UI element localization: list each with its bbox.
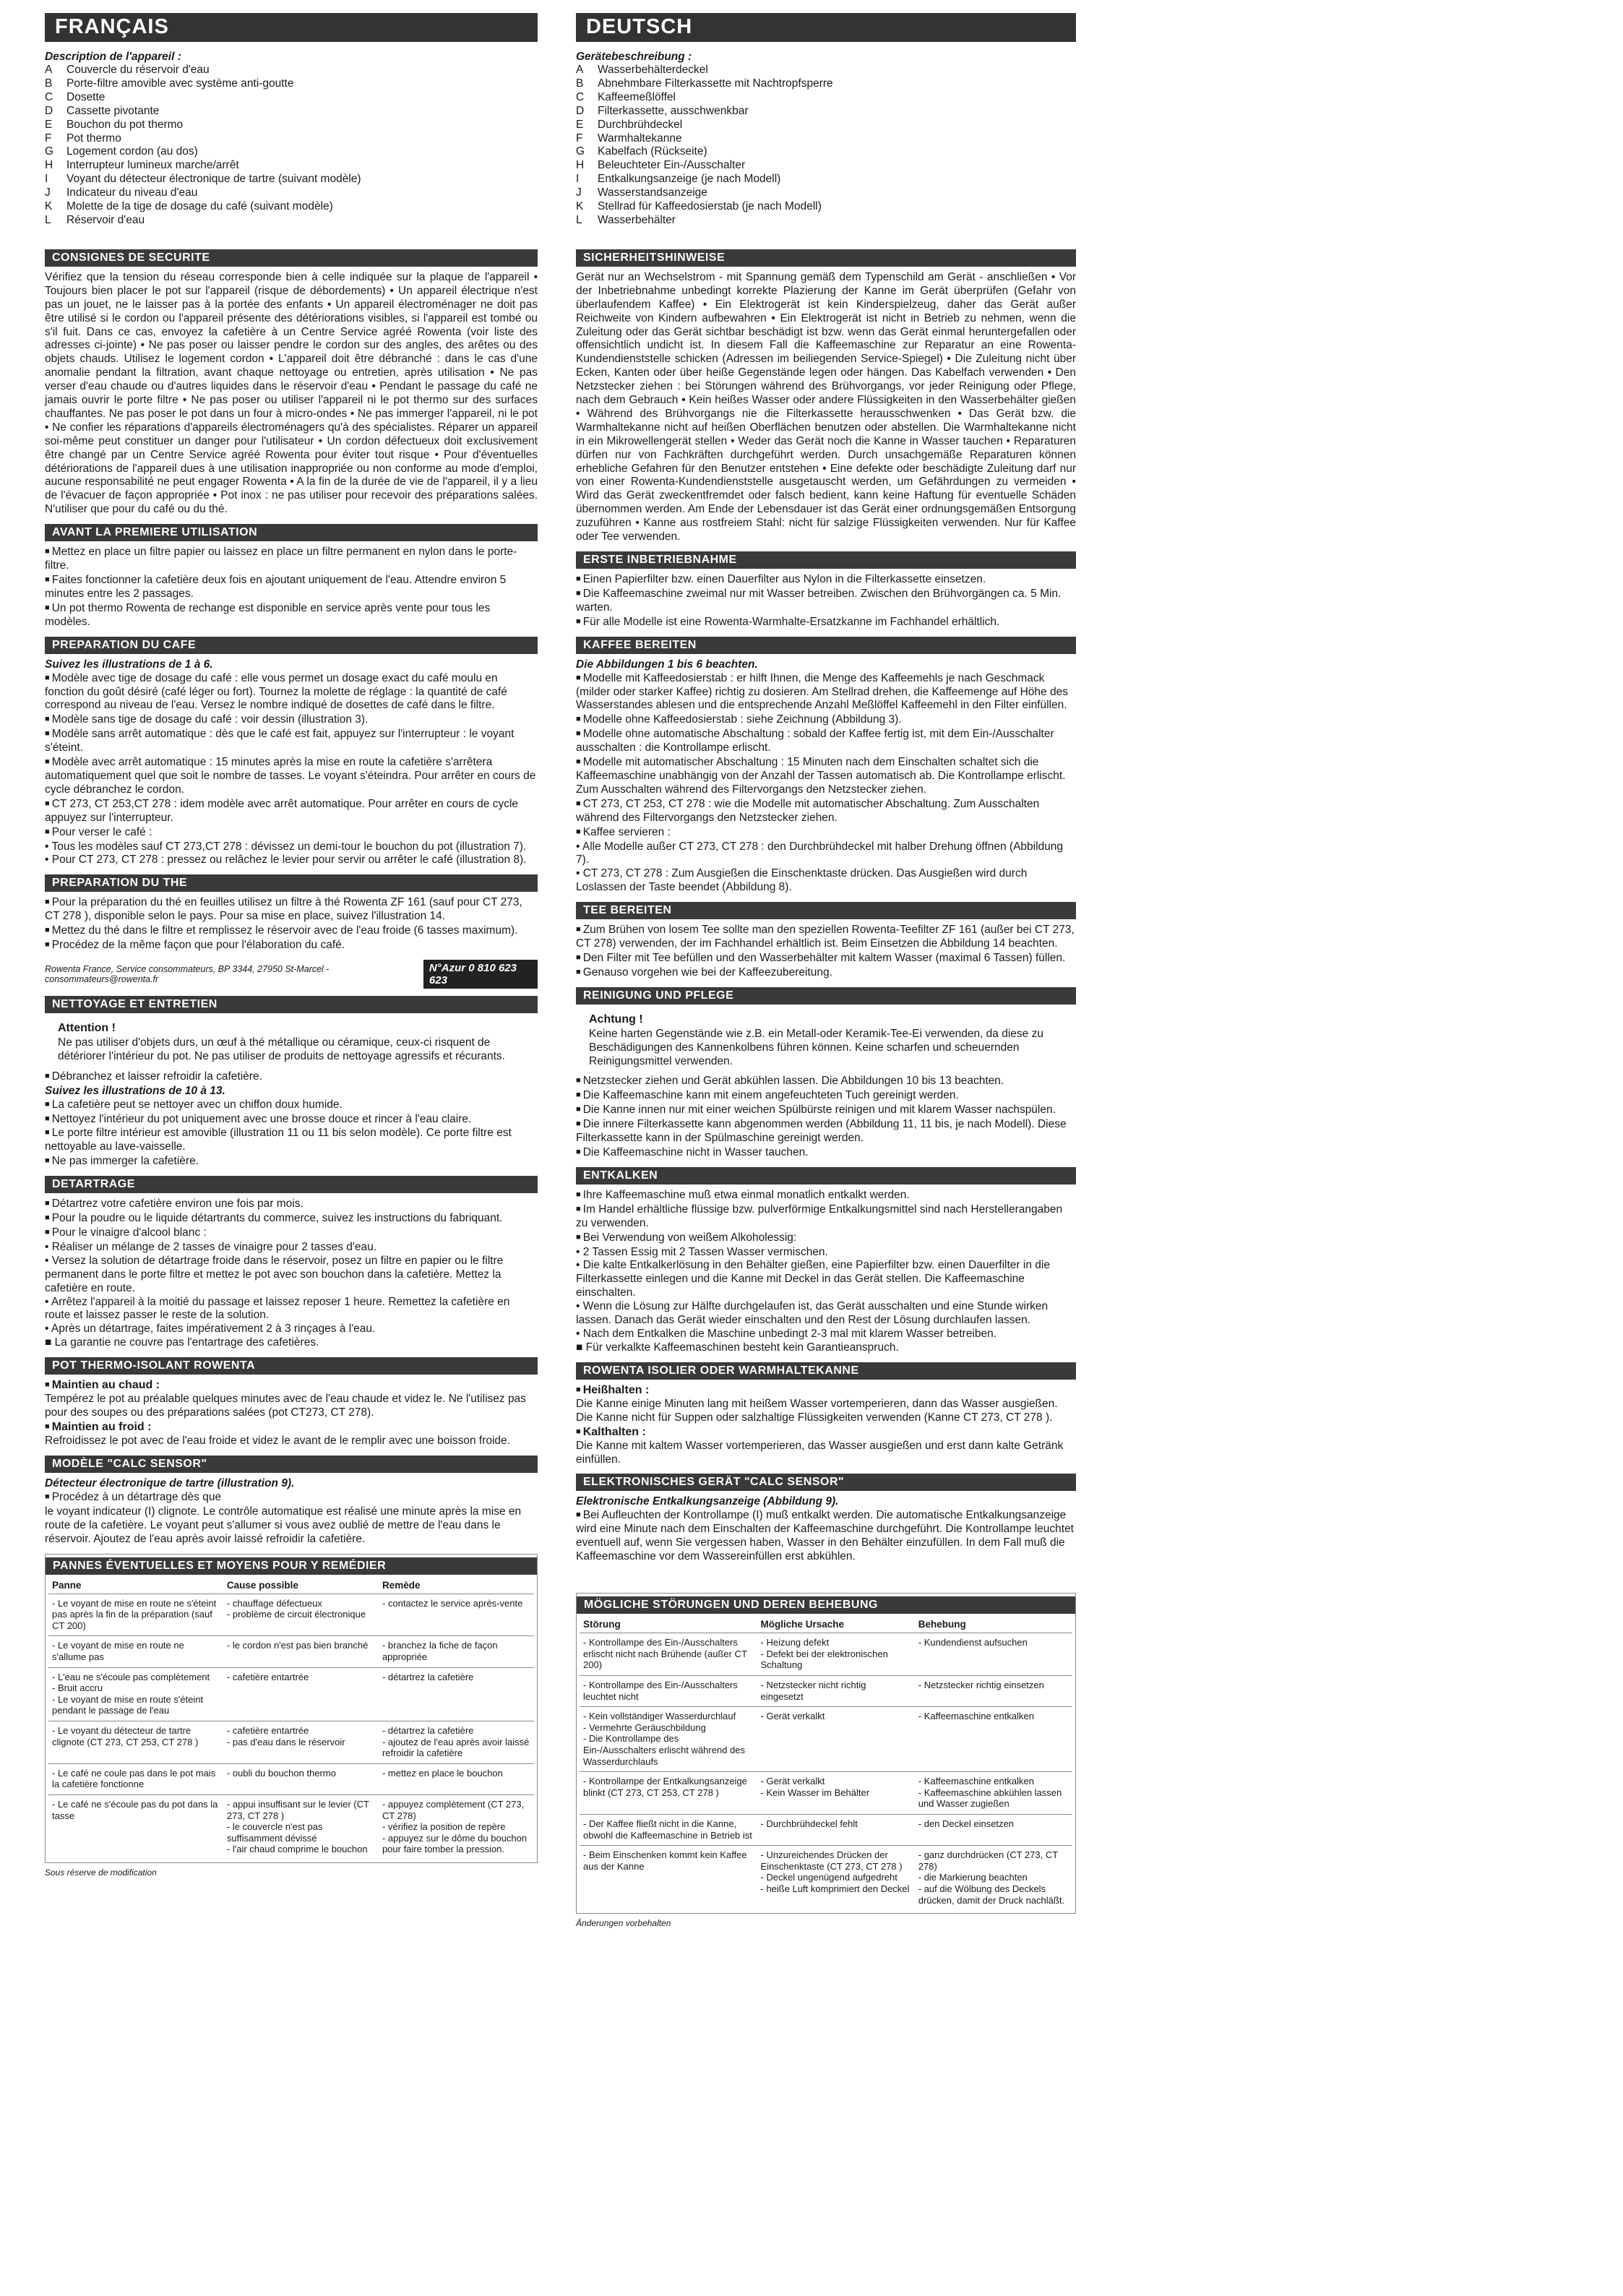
language-title: FRANÇAIS	[45, 13, 538, 42]
bullet-item: ■ Zum Brühen von losem Tee sollte man den speziellen Rowenta-Teefilter ZF 161 (außer bei CT 273, CT 278) verwenden, der im Fachhandel erhältlich ist. Beim Einsetzen die Abbildung 14 beachten.	[576, 924, 1076, 951]
part-label: Réservoir d'eau	[66, 213, 145, 226]
section-title: PANNES ÉVENTUELLES ET MOYENS POUR Y REMÉDIER	[46, 1557, 537, 1575]
part-letter: I	[576, 173, 580, 186]
section-title: MÖGLICHE STÖRUNGEN UND DEREN BEHEBUNG	[577, 1596, 1075, 1614]
table-cell: - den Deckel einsetzen	[915, 1814, 1072, 1845]
table-row	[580, 1772, 1072, 1815]
bullet-list	[576, 1075, 1076, 1088]
part-label: Cassette pivotante	[66, 104, 160, 117]
bullet-item: ■ Procédez à un détartrage dès que	[45, 1491, 538, 1505]
part-label: Kaffeemeßlöffel	[598, 90, 676, 103]
bullet-item: ■ Die innere Filterkassette kann abgenommen werden (Abbildung 11, 11 bis, je nach Modell). Diese Filterkassette kann in der Spülmaschine gereinigt werden.	[576, 1118, 1076, 1145]
table-cell: - appui insuffisant sur le levier (CT 273, CT 278 ) - le couvercle n'est pas suffisamment dévissé - l'air chaud comprime le bouchon	[223, 1795, 379, 1859]
table-cell: - cafetière entartrée	[223, 1667, 379, 1721]
table-cell: - détartrez la cafetière	[379, 1667, 534, 1721]
part-letter: D	[576, 104, 585, 117]
section-title: ENTKALKEN	[576, 1167, 1076, 1184]
table-cell: - Beim Einschenken kommt kein Kaffee aus der Kanne	[580, 1846, 757, 1910]
section-title: POT THERMO-ISOLANT ROWENTA	[45, 1357, 538, 1375]
part-item	[576, 159, 1076, 173]
table-cell: - branchez la fiche de façon appropriée	[379, 1636, 534, 1667]
attention-box	[576, 1009, 1076, 1075]
table-cell: - Unzureichendes Drücken der Einschenktaste (CT 273, CT 278 ) - Deckel ungenügend aufgedreht - heiße Luft komprimiert den Deckel	[757, 1846, 915, 1910]
bullet-list	[45, 1070, 538, 1084]
part-letter: B	[45, 77, 53, 90]
attention-heading: Achtung !	[589, 1012, 643, 1026]
part-letter: F	[45, 132, 52, 145]
part-letter: K	[45, 200, 53, 213]
parts-list	[576, 64, 1076, 228]
paragraph: Refroidissez le pot avec de l'eau froide et videz le avant de le remplir avec une boisson froide.	[45, 1434, 510, 1447]
table-cell: - Kundendienst aufsuchen	[915, 1633, 1072, 1676]
bullet-list	[576, 1089, 1076, 1160]
attention-text: Keine harten Gegenstände wie z.B. ein Metall-oder Keramik-Tee-Ei verwenden, da diese zu Beschädigungen des Kannenkolbens führen können. Keine scharfen und scheuernden Reinigungsmittel verwenden.	[589, 1027, 1043, 1067]
section-title: DETARTRAGE	[45, 1176, 538, 1193]
part-letter: D	[45, 104, 53, 117]
section-title: MODÈLE "CALC SENSOR"	[45, 1456, 538, 1473]
list-line: • Nach dem Entkalken die Maschine unbedingt 2-3 mal mit klarem Wasser betreiben.	[576, 1327, 997, 1340]
list-line: ■ Für verkalkte Kaffeemaschinen besteht kein Garantieanspruch.	[576, 1341, 899, 1354]
list-line: • 2 Tassen Essig mit 2 Tassen Wasser vermischen.	[576, 1245, 828, 1258]
part-item	[45, 132, 538, 146]
part-label: Dosette	[66, 90, 106, 103]
column-header: Cause possible	[226, 1579, 298, 1591]
part-letter: A	[45, 64, 53, 76]
troubleshooting-table	[576, 1593, 1076, 1914]
footnote: Änderungen vorbehalten	[576, 1918, 671, 1929]
list-line: • CT 273, CT 278 : Zum Ausgießen die Einschenktaste drücken. Das Ausgießen wird durch Loslassen der Taste beendet (Abbildung 8).	[576, 867, 1028, 894]
part-label: Interrupteur lumineux marche/arrêt	[66, 159, 239, 172]
bullet-item: ■ Die Kaffeemaschine kann mit einem angefeuchteten Tuch gereinigt werden.	[576, 1089, 1076, 1103]
table-cell: - Kontrollampe des Ein-/Ausschalters erlischt nicht nach Brühende (außer CT 200)	[580, 1633, 757, 1676]
part-label: Abnehmbare Filterkassette mit Nachtropfsperre	[598, 77, 833, 90]
column-header: Behebung	[918, 1619, 966, 1630]
contact-info	[45, 960, 538, 989]
bullet-item: ■ Faites fonctionner la cafetière deux fois en ajoutant uniquement de l'eau. Attendre environ 5 minutes entre les 2 passages.	[45, 574, 538, 601]
bullet-item: ■ Bei Verwendung von weißem Alkoholessig:	[576, 1231, 1076, 1245]
bullet-list	[45, 896, 538, 953]
list-line: • Tous les modèles sauf CT 273,CT 278 : dévissez un demi-tour le bouchon du pot (illustration 7).	[45, 840, 527, 853]
bullet-item: ■ CT 273, CT 253, CT 278 : wie die Modelle mit automatischer Abschaltung. Zum Ausschalten während des Filtervorgangs den Netzstecker ziehen.	[576, 798, 1076, 825]
bullet-heading: ■ Maintien au chaud :	[45, 1379, 538, 1392]
part-item	[576, 145, 1076, 159]
subheading: Die Abbildungen 1 bis 6 beachten.	[576, 658, 758, 671]
phone-number: N°Azur 0 810 623 623	[423, 960, 538, 989]
table-cell: - Netzstecker richtig einsetzen	[915, 1676, 1072, 1707]
part-label: Wasserstandsanzeige	[598, 186, 707, 199]
part-item	[45, 145, 538, 159]
table-cell: - contactez le service après-vente	[379, 1594, 534, 1636]
section-title: KAFFEE BEREITEN	[576, 637, 1076, 654]
bullet-item: ■ Pour le vinaigre d'alcool blanc :	[45, 1226, 538, 1240]
bullet-item: ■ Pour verser le café :	[45, 826, 538, 840]
table-cell: - Le café ne coule pas dans le pot mais la cafetière fonctionne	[48, 1763, 223, 1794]
table-cell: - Gerät verkalkt - Kein Wasser im Behälter	[757, 1772, 915, 1815]
bullet-item: ■ Netzstecker ziehen und Gerät abkühlen lassen. Die Abbildungen 10 bis 13 beachten.	[576, 1075, 1076, 1088]
part-label: Wasserbehälterdeckel	[598, 64, 708, 76]
table-cell: - Le café ne s'écoule pas du pot dans la tasse	[48, 1795, 223, 1859]
part-label: Logement cordon (au dos)	[66, 145, 198, 158]
bullet-list	[576, 1509, 1076, 1564]
bullet-item: ■ Détartrez votre cafetière environ une fois par mois.	[45, 1198, 538, 1211]
part-label: Voyant du détecteur électronique de tartre (suivant modèle)	[66, 173, 361, 186]
table-cell: - Le voyant de mise en route ne s'allume pas	[48, 1636, 223, 1667]
list-line: ■ La garantie ne couvre pas l'entartrage des cafetières.	[45, 1336, 319, 1349]
part-item	[576, 200, 1076, 214]
german-column	[576, 13, 1076, 1928]
paragraph: Tempérez le pot au préalable quelques minutes avec de l'eau chaude et videz le. Ne l'utilisez pas pour des soupes ou des préparations salées (pot CT273, CT 278).	[45, 1393, 526, 1419]
bullet-item: ■ Modèle sans arrêt automatique : dès que le café est fait, appuyez sur l'interrupteur : le voyant s'éteint.	[45, 728, 538, 755]
contact-address: Rowenta France, Service consommateurs, BP 3344, 27950 St-Marcel - consommateurs@rowenta.fr	[45, 963, 330, 984]
bullet-item: ■ Débranchez et laisser refroidir la cafetière.	[45, 1070, 538, 1084]
bullet-list	[45, 1491, 538, 1505]
safety-text: Gerät nur an Wechselstrom - mit Spannung gemäß dem Typenschild am Gerät - anschließen • Vor der Inbetriebnahme unbedingt korrekte Plazierung der Kanne im Gerät überprüfen (Gefahr von überlaufendem Kaffee) • Ein Elektrogerät ist kein Kinderspielzeug, daher das Gerät außer Reichweite von Kindern aufbewahren • Ein Elektrogerät ist nicht in Betrieb zu nehmen, wenn die Zuleitung oder das Gerät sichtbar beschädigt ist bzw. wenn das Gerät einmal heruntergefallen oder offensichtlich undicht ist. In diesem Fall die Kaffeemaschine zur Reparatur an eine Rowenta-Kundendienststelle schicken (Adressen im beiliegenden Service-Spiegel) • Die Zuleitung nicht über Ecken, Kanten oder über heiße Gegenstände legen oder hängen. Das Kabelfach verwenden • Den Netzstecker ziehen : bei Störungen während des Brühvorgangs, vor jeder Reinigung oder Pflege, nach dem Gebrauch • Kein heißes Wasser oder andere Flüssigkeiten in den Wasserbehälter gießen • Während des Brühvorgangs nie die Filterkassette herausschwenken • Das Gerät bzw. die Warmhaltekanne nicht auf heißen Oberflächen benutzen oder abstellen. Die Warmhaltekanne nicht in ein Mikrowellengerät stellen • Weder das Gerät noch die Kanne in Wasser tauchen • Reparaturen dürfen nur von Fachkräften durchgeführt werden. Durch unsachgemäße Reparaturen können erhebliche Gefahren für den Benutzer entstehen • Eine defekte oder beschädigte Zuleitung darf nur von einer Rowenta-Kundendienststelle ausgetauscht werden, um Gefährdungen zu vermeiden • Wird das Gerät zweckentfremdet oder falsch bedient, kann keine Haftung für eventuelle Schäden übernommen werden. Am Ende der Lebensdauer ist das Gerät einer ordnungsgemäßen Entsorgung zuzuführen • Kanne aus rostfreiem Stahl: nicht für salzige Flüssigkeiten verwenden. Nur für Kaffee oder Tee verwenden.	[576, 270, 1076, 543]
bullet-list	[576, 672, 1076, 840]
bullet-item: ■ Einen Papierfilter bzw. einen Dauerfilter aus Nylon in die Filterkassette einsetzen.	[576, 573, 1076, 587]
attention-text: Ne pas utiliser d'objets durs, un œuf à thé métallique ou céramique, ceux-ci risquent de détériorer l'intérieur du pot. Ne pas utiliser de produits de nettoyage agressifs et récurants.	[58, 1036, 505, 1062]
table-row	[48, 1721, 534, 1764]
part-letter: E	[45, 118, 53, 131]
bullet-item: ■ Modèle avec arrêt automatique : 15 minutes après la mise en route la cafetière s'arrêtera automatiquement quel que soit le nombre de tasses. Le voyant s'éteindra. Pour arrêter en cours de cycle débranchez le cordon.	[45, 756, 538, 797]
list-line: • Alle Modelle außer CT 273, CT 278 : den Durchbrühdeckel mit halber Drehung öffnen (Abbildung 7).	[576, 840, 1064, 867]
table-row	[48, 1667, 534, 1721]
dot-list	[45, 840, 538, 868]
table-cell: - ganz durchdrücken (CT 273, CT 278) - die Markierung beachten - auf die Wölbung des Deckels drücken, damit der Druck nachläßt.	[915, 1846, 1072, 1910]
part-item	[45, 91, 538, 105]
column-header: Panne	[52, 1579, 82, 1591]
part-item	[45, 159, 538, 173]
bullet-item: ■ Die Kaffeemaschine nicht in Wasser tauchen.	[576, 1146, 1076, 1160]
bullet-item: ■ Für alle Modelle ist eine Rowenta-Warmhalte-Ersatzkanne im Fachhandel erhältlich.	[576, 616, 1076, 629]
bullet-item: ■ Mettez du thé dans le filtre et remplissez le réservoir avec de l'eau froide (6 tasses maximum).	[45, 924, 538, 938]
safety-text: Vérifiez que la tension du réseau corresponde bien à celle indiquée sur la plaque de l'appareil • Toujours bien placer le pot sur l'appareil (risque de débordements) • Un appareil électrique n'est pas un jouet, ne le laisser pas à la portée des enfants • Un appareil électroménager ne doit pas être utilisé si le cordon ou l'appareil présente des détériorations visibles, si l'appareil est tombé ou s'il fuit. Dans ce cas, envoyez la cafetière à un Centre Service agréé Rowenta (voir liste des adresses ci-jointe) • Ne pas poser ou laisser pendre le cordon sur des angles, des arêtes ou des objets chauds. Utilisez le logement cordon • L'appareil doit être débranché : dans le cas d'une anomalie pendant la filtration, avant chaque nettoyage ou entretien, après utilisation • Ne pas verser d'eau chaude ou d'autres liquides dans le réservoir d'eau • Pendant le passage du café ne jamais ouvrir le porte filtre • Ne pas poser ou utiliser l'appareil ni le pot thermo sur des surfaces chauffantes. Ne pas poser le pot dans un four à micro-ondes • Ne pas immerger l'appareil, ni le pot • Ne confier les réparations d'appareils électroménagers qu'à des spécialistes. Réparer un appareil soi-même peut constituer un danger pour l'utilisateur • Un cordon défectueux doit exclusivement être changé par un Centre Service agréé Rowenta pour éviter tout risque • Pour d'éventuelles détériorations de l'appareil dues à une utilisation inappropriée ou non conforme au mode d'emploi, aucune responsabilité ne peut engager Rowenta • A la fin de la durée de vie de l'appareil, il y a lieu de l'évacuer de façon appropriée • Pot inox : ne pas utiliser pour recevoir des préparations salées. N'utiliser que pour du café ou du thé.	[45, 270, 538, 516]
table-row	[580, 1814, 1072, 1845]
table-cell: - Le voyant du détecteur de tartre clignote (CT 273, CT 253, CT 278 )	[48, 1721, 223, 1764]
bullet-item: ■ Modèle avec tige de dosage du café : elle vous permet un dosage exact du café moulu en fonction du goût désiré (café léger ou fort). Tournez la molette de réglage : la quantité de café correspond au niveau de l'eau. Versez le nombre indiqué de dosettes de café dans le filtre.	[45, 672, 538, 713]
table-cell: - oubli du bouchon thermo	[223, 1763, 379, 1794]
dot-list	[576, 840, 1076, 895]
description-heading: Gerätebeschreibung :	[576, 51, 692, 63]
part-item	[576, 186, 1076, 200]
part-label: Couvercle du réservoir d'eau	[66, 64, 210, 76]
bullet-item: ■ Ihre Kaffeemaschine muß etwa einmal monatlich entkalkt werden.	[576, 1189, 1076, 1203]
bullet-item: ■ Modelle ohne automatische Abschaltung : sobald der Kaffee fertig ist, mit dem Ein-/Ausschalter ausschalten : die Kontrollampe erlischt.	[576, 728, 1076, 755]
bullet-item: ■ Im Handel erhältliche flüssige bzw. pulverförmige Entkalkungsmittel sind nach Herstellerangaben zu verwenden.	[576, 1203, 1076, 1231]
paragraph: Die Kanne einige Minuten lang mit heißem Wasser vortemperieren, dann das Wasser ausgießen. Die Kanne nicht für Suppen oder salzhaltige Flüssigkeiten verwenden (Kanne CT 273, CT 278 ).	[576, 1397, 1058, 1424]
bullet-list	[45, 672, 538, 840]
table-cell: - Kein vollständiger Wasserdurchlauf - Vermehrte Geräuschbildung - Die Kontrollampe des Ein-/Ausschalters erlischt während des Wasserdurchlaufs	[580, 1707, 757, 1772]
part-item	[45, 173, 538, 186]
table-row	[48, 1795, 534, 1859]
part-label: Stellrad für Kaffeedosierstab (je nach Modell)	[598, 200, 822, 213]
part-item	[45, 119, 538, 132]
bullet-item: ■ Modelle mit Kaffeedosierstab : er hilft Ihnen, die Menge des Kaffeemehls je nach Geschmack (milder oder starker Kaffee) richtig zu dosieren. Am Stellrad drehen, die Kaffeemenge auf Höhe des Wasserstandes ablesen und die entsprechende Anzahl Meßlöffel Kaffeemehl in den Filter einfüllen.	[576, 672, 1076, 713]
section-title: SICHERHEITSHINWEISE	[576, 249, 1076, 267]
table-cell: - Kontrollampe der Entkalkungsanzeige blinkt (CT 273, CT 253, CT 278 )	[580, 1772, 757, 1815]
bullet-list	[45, 546, 538, 629]
table-cell: - Gerät verkalkt	[757, 1707, 915, 1772]
part-item	[576, 119, 1076, 132]
part-letter: J	[45, 186, 51, 199]
bullet-item: ■ Pour la préparation du thé en feuilles utilisez un filtre à thé Rowenta ZF 161 (sauf pour CT 273, CT 278 ), disponible selon le pays. Pour sa mise en place, suivez l'illustration 14.	[45, 896, 538, 924]
part-item	[45, 105, 538, 119]
bullet-item: ■ Procédez de la même façon que pour l'élaboration du café.	[45, 939, 538, 953]
attention-heading: Attention !	[58, 1021, 116, 1034]
part-letter: G	[576, 145, 585, 158]
bullet-item: ■ Kaffee servieren :	[576, 826, 1076, 840]
bullet-item: ■ Die Kanne innen nur mit einer weichen Spülbürste reinigen und mit klarem Wasser nachspülen.	[576, 1104, 1076, 1117]
section-title: TEE BEREITEN	[576, 902, 1076, 919]
part-item	[576, 64, 1076, 77]
section-title: CONSIGNES DE SECURITE	[45, 249, 538, 267]
bullet-heading: ■ Kalthalten :	[576, 1426, 1076, 1439]
table-cell: - appuyez complètement (CT 273, CT 278) - vérifiez la position de repère - appuyez sur le dôme du bouchon pour faire tomber la pression.	[379, 1795, 534, 1859]
bullet-item: ■ Bei Aufleuchten der Kontrollampe (I) muß entkalkt werden. Die automatische Entkalkungsanzeige wird eine Minute nach dem Einschalten der Kaffeemaschine durchgeführt. Die Kontrollampe leuchtet eventuell auf, wenn Sie vergessen haben, Wasser in den Behälter einzufüllen. In dem Fall muß die Kaffeemaschine vor dem Wassereinfüllen erst abkühlen.	[576, 1509, 1076, 1564]
part-letter: L	[45, 213, 51, 226]
bullet-item: ■ Modèle sans tige de dosage du café : voir dessin (illustration 3).	[45, 713, 538, 727]
part-letter: B	[576, 77, 584, 90]
bullet-item: ■ Nettoyez l'intérieur du pot uniquement avec une brosse douce et rincer à l'eau claire.	[45, 1113, 538, 1127]
table-cell: - Heizung defekt - Defekt bei der elektronischen Schaltung	[757, 1633, 915, 1676]
list-line: • Wenn die Lösung zur Hälfte durchgelaufen ist, das Gerät ausschalten und eine Stunde wirken lassen. Danach das Gerät wieder einschalten und den Rest der Lösung durchlaufen lassen.	[576, 1300, 1049, 1327]
dot-list	[576, 1246, 1076, 1355]
table-cell: - Kaffeemaschine entkalken - Kaffeemaschine abkühlen lassen und Wasser zugießen	[915, 1772, 1072, 1815]
bullet-item: ■ Den Filter mit Tee befüllen und den Wasserbehälter mit kaltem Wasser (maximal 6 Tassen) füllen.	[576, 952, 1076, 966]
part-label: Pot thermo	[66, 132, 121, 145]
table-row	[580, 1707, 1072, 1772]
part-letter: C	[576, 90, 585, 103]
table-row	[580, 1846, 1072, 1910]
part-letter: K	[576, 200, 584, 213]
table-cell: - L'eau ne s'écoule pas complètement - Bruit accru - Le voyant de mise en route s'éteint pendant le passage de l'eau	[48, 1667, 223, 1721]
bullet-item: ■ Modelle mit automatischer Abschaltung : 15 Minuten nach dem Einschalten schaltet sich die Kaffeemaschine unabhängig von der Anzahl der Tassen automatisch ab. Die Kontrollampe erlischt. Zum Ausschalten während des Filtervorgangs den Netzstecker ziehen.	[576, 756, 1076, 797]
part-label: Porte-filtre amovible avec système anti-goutte	[66, 77, 294, 90]
part-label: Warmhaltekanne	[598, 132, 682, 145]
part-item	[45, 200, 538, 214]
part-item	[576, 91, 1076, 105]
list-line: • Die kalte Entkalkerlösung in den Behälter gießen, eine Papierfilter bzw. einen Dauerfilter in die Filterkassette einlegen und die Kanne mit Deckel in das Gerät stellen. Die Kaffeemaschine einschalten.	[576, 1259, 1050, 1299]
part-item	[576, 105, 1076, 119]
table-cell: - cafetière entartrée - pas d'eau dans le réservoir	[223, 1721, 379, 1764]
table-cell: - détartrez la cafetière - ajoutez de l'eau après avoir laissé refroidir la cafetière	[379, 1721, 534, 1764]
bullet-heading: ■ Maintien au froid :	[45, 1421, 538, 1434]
list-line: • Après un détartrage, faites impérativement 2 à 3 rinçages à l'eau.	[45, 1323, 376, 1336]
part-letter: I	[45, 173, 48, 186]
list-line: • Pour CT 273, CT 278 : pressez ou relâchez le levier pour servir ou arrêter le café (illustration 8).	[45, 854, 527, 867]
list-line: • Réaliser un mélange de 2 tasses de vinaigre pour 2 tasses d'eau.	[45, 1240, 377, 1253]
part-label: Molette de la tige de dosage du café (suivant modèle)	[66, 200, 333, 213]
column-header: Mögliche Ursache	[760, 1619, 845, 1630]
subheading: Suivez les illustrations de 1 à 6.	[45, 658, 213, 671]
part-letter: F	[576, 132, 583, 145]
part-letter: G	[45, 145, 54, 158]
section-title: NETTOYAGE ET ENTRETIEN	[45, 996, 538, 1013]
table-cell: - Kontrollampe des Ein-/Ausschalters leuchtet nicht	[580, 1676, 757, 1707]
table-cell: - le cordon n'est pas bien branché	[223, 1636, 379, 1667]
section-title: ERSTE INBETRIEBNAHME	[576, 551, 1076, 569]
part-letter: L	[576, 213, 582, 226]
table-row	[48, 1636, 534, 1667]
bullet-item: ■ Mettez en place un filtre papier ou laissez en place un filtre permanent en nylon dans le porte-filtre.	[45, 546, 538, 573]
part-label: Filterkassette, ausschwenkbar	[598, 104, 749, 117]
part-item	[45, 64, 538, 77]
bullet-item: ■ Pour la poudre ou le liquide détartrants du commerce, suivez les instructions du fabriquant.	[45, 1212, 538, 1226]
part-label: Durchbrühdeckel	[598, 118, 683, 131]
part-letter: E	[576, 118, 584, 131]
part-item	[576, 214, 1076, 228]
part-label: Entkalkungsanzeige (je nach Modell)	[598, 173, 781, 186]
part-label: Bouchon du pot thermo	[66, 118, 184, 131]
part-item	[576, 77, 1076, 91]
part-item	[576, 173, 1076, 186]
bullet-item: ■ Modelle ohne Kaffeedosierstab : siehe Zeichnung (Abbildung 3).	[576, 713, 1076, 727]
part-letter: C	[45, 90, 53, 103]
section-title: ELEKTRONISCHES GERÄT "CALC SENSOR"	[576, 1474, 1076, 1491]
subheading: Elektronische Entkalkungsanzeige (Abbildung 9).	[576, 1495, 839, 1508]
table-row	[48, 1763, 534, 1794]
dot-list	[45, 1241, 538, 1350]
footnote: Sous réserve de modification	[45, 1867, 157, 1878]
table-cell: - Durchbrühdeckel fehlt	[757, 1814, 915, 1845]
parts-list	[45, 64, 538, 228]
bullet-item: ■ CT 273, CT 253,CT 278 : idem modèle avec arrêt automatique. Pour arrêter en cours de cycle appuyez sur l'interrupteur.	[45, 798, 538, 825]
bullet-item: ■ La cafetière peut se nettoyer avec un chiffon doux humide.	[45, 1098, 538, 1112]
list-line: • Arrêtez l'appareil à la moitié du passage et laissez reposer 1 heure. Remettez la cafetière en route et laissez passer le reste de la solution.	[45, 1295, 510, 1322]
bullet-item: ■ Die Kaffeemaschine zweimal nur mit Wasser betreiben. Zwischen den Brühvorgängen ca. 5 Min. warten.	[576, 588, 1076, 615]
attention-box	[45, 1018, 538, 1070]
french-column	[45, 13, 538, 1878]
part-letter: H	[576, 159, 585, 172]
language-title: DEUTSCH	[576, 13, 1076, 42]
bullet-list	[45, 1198, 538, 1240]
section-title: AVANT LA PREMIERE UTILISATION	[45, 524, 538, 541]
bullet-item: ■ Le porte filtre intérieur est amovible (illustration 11 ou 11 bis selon modèle). Ce porte filtre est nettoyable au lave-vaisselle.	[45, 1127, 538, 1154]
bullet-list	[576, 573, 1076, 629]
table-cell: - Kaffeemaschine entkalken	[915, 1707, 1072, 1772]
part-item	[45, 214, 538, 228]
bullet-heading: ■ Heißhalten :	[576, 1384, 1076, 1397]
subheading: Détecteur électronique de tartre (illustration 9).	[45, 1476, 295, 1489]
bullet-item: ■ Genauso vorgehen wie bei der Kaffeezubereitung.	[576, 966, 1076, 980]
description-heading: Description de l'appareil :	[45, 51, 181, 63]
part-item	[45, 186, 538, 200]
subheading: Suivez les illustrations de 10 à 13.	[45, 1084, 225, 1097]
troubleshooting-table	[45, 1554, 538, 1863]
part-letter: J	[576, 186, 582, 199]
bullet-list	[45, 1098, 538, 1169]
section-title: PREPARATION DU THE	[45, 874, 538, 892]
part-label: Beleuchteter Ein-/Ausschalter	[598, 159, 746, 172]
part-item	[45, 77, 538, 91]
column-header: Störung	[583, 1619, 621, 1630]
table-cell: - chauffage défectueux - problème de circuit électronique	[223, 1594, 379, 1636]
part-letter: H	[45, 159, 53, 172]
part-label: Indicateur du niveau d'eau	[66, 186, 198, 199]
bullet-list	[576, 1189, 1076, 1245]
column-header: Remède	[382, 1579, 421, 1591]
part-item	[576, 132, 1076, 146]
part-label: Wasserbehälter	[598, 213, 676, 226]
table-cell: - Netzstecker nicht richtig eingesetzt	[757, 1676, 915, 1707]
paragraph: le voyant indicateur (I) clignote. Le contrôle automatique est réalisé une minute après la mise en route de la cafetière. Le voyant peut s'allumer si vous avez oublié de mettre de l'eau dans le réservoir. Ajoutez de l'eau après avoir laissé refroidir la cafetière.	[45, 1505, 522, 1545]
table-cell: - Der Kaffee fließt nicht in die Kanne, obwohl die Kaffeemaschine in Betrieb ist	[580, 1814, 757, 1845]
part-label: Kabelfach (Rückseite)	[598, 145, 707, 158]
table-row	[48, 1594, 534, 1636]
list-line: • Versez la solution de détartrage froide dans le réservoir, posez un filtre en papier ou le filtre permanent dans le porte filtre et mettez le pot avec son bouchon dans la cafetière. Mettez la cafetière en route.	[45, 1254, 504, 1294]
bullet-item: ■ Un pot thermo Rowenta de rechange est disponible en service après vente pour tous les modèles.	[45, 602, 538, 629]
section-title: PREPARATION DU CAFE	[45, 637, 538, 654]
bullet-item: ■ Ne pas immerger la cafetière.	[45, 1155, 538, 1169]
section-title: ROWENTA ISOLIER ODER WARMHALTEKANNE	[576, 1362, 1076, 1380]
table-cell: - mettez en place le bouchon	[379, 1763, 534, 1794]
table-cell: - Le voyant de mise en route ne s'éteint pas après la fin de la préparation (sauf CT 200)	[48, 1594, 223, 1636]
section-title: REINIGUNG UND PFLEGE	[576, 987, 1076, 1005]
table-row	[580, 1633, 1072, 1676]
paragraph: Die Kanne mit kaltem Wasser vortemperieren, das Wasser ausgießen und erst dann kalte Getränk einfüllen.	[576, 1439, 1064, 1466]
table-row	[580, 1676, 1072, 1707]
bullet-list	[576, 924, 1076, 980]
part-letter: A	[576, 64, 584, 76]
